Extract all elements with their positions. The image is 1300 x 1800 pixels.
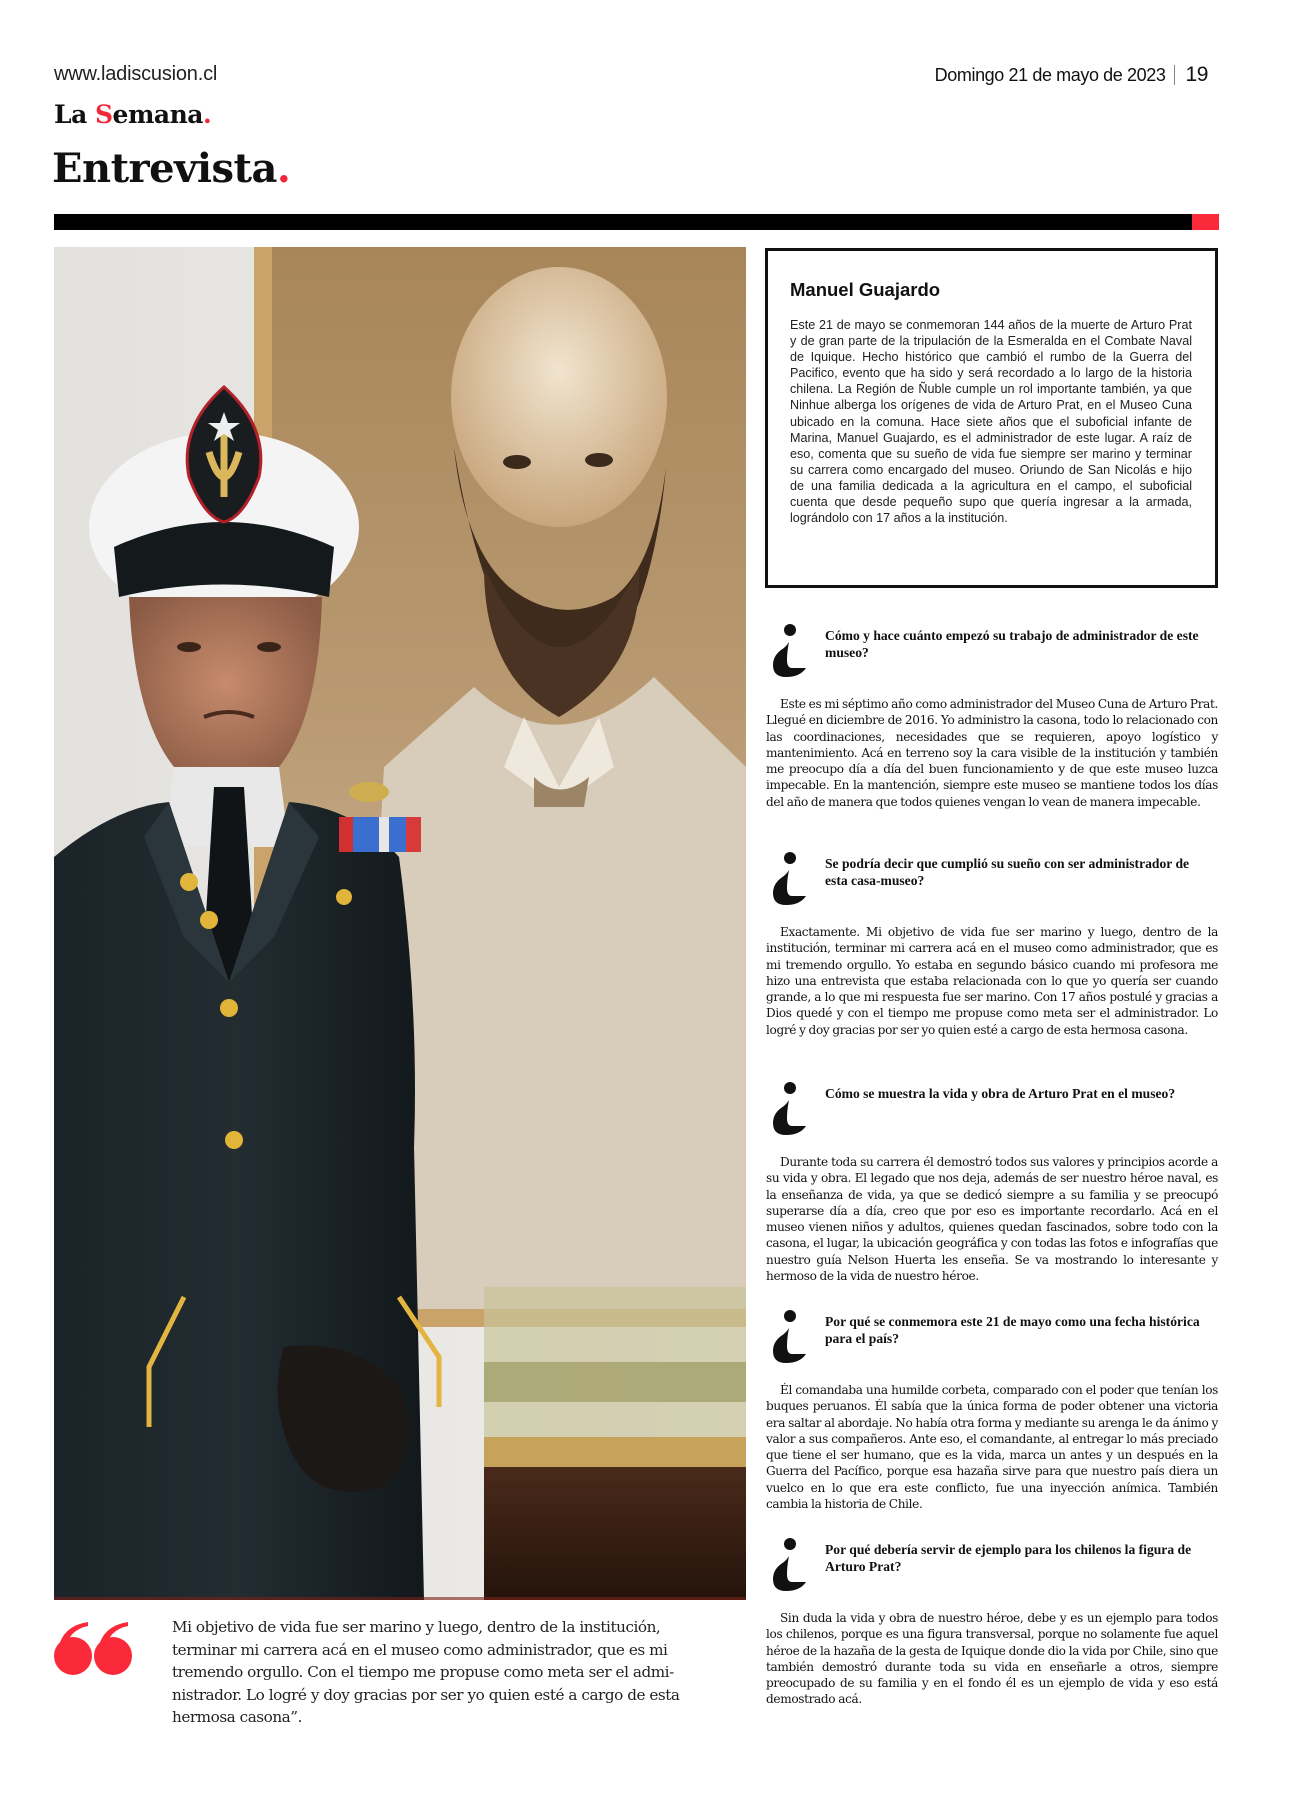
page-title [52,145,290,192]
qa-item [766,850,1218,1038]
qa-item [766,1536,1218,1708]
question-text: Se podría decir que cumplió su sueño con ser administrador de esta casa-museo? [825,856,1190,888]
feature-photo [54,247,746,1600]
answer-text: Durante toda su carrera él demostró todos sus valores y principios acorde a su vida y obra. El legado que nos deja, además de ser nuestro héroe naval, es la enseñanza de vida, ya que se dedicó siempre a su familia y se preocupó superarse día a día, creo que por eso es importante recordarlo. Acá en el museo vienen niños y adultos, quienes quedan fascinados, sobre todo con la casona, el lugar, la ubicación geográfica y con todas las fotos e infografías que nuestro guía Nelson Huerta les enseña. Se va mostrando lo interesante y hermoso de la vida de nuestro héroe. [766,1155,1218,1284]
page-number: 19 [1185,63,1208,86]
header-rule [54,214,1192,230]
photo-illustration [54,247,746,1600]
page-title-dot: . [276,145,291,192]
question-mark-icon [772,1080,808,1136]
bio-box [765,248,1218,588]
question-mark-icon [772,1536,808,1592]
header-rule-accent [1192,214,1219,230]
qa-item [766,622,1218,810]
issue-date: Domingo 21 de mayo de 2023 [934,64,1166,85]
dateline [935,63,1208,87]
dateline-divider [1174,65,1175,85]
answer-text: Sin duda la vida y obra de nuestro héroe, debe y es un ejemplo para todos los chilenos, porque es una figura transversal, porque no solamente fue aquel héroe de la hazaña de la gesta de Iquique donde dio la vida por Chile, sino que también demostró durante toda su vida en enseñarle a otros, siempre preocupado de su familia y en el fondo él es un ejemplo de vida y eso está demostrado acá. [766,1611,1218,1707]
question-mark-icon [772,1308,808,1364]
quote-open-icon [54,1620,132,1676]
question-text: Por qué debería servir de ejemplo para los chilenos la figura de Arturo Prat? [825,1542,1192,1574]
section-dot: . [202,100,212,129]
question-text: Cómo y hace cuánto empezó su trabajo de administrador de este museo? [825,628,1199,660]
answer-text: Exactamente. Mi objetivo de vida fue ser marino y luego, dentro de la institución, terminar mi carrera acá en el museo como administrador, que es mi tremendo orgullo. Yo estaba en segundo básico cuando mi profesora me hizo una entrevista que estaba relacionada con lo que yo quería ser cuando grande, a lo que mi respuesta fue ser marino. Con 17 años postulé y gracias a Dios quedé y con el tiempo me propuse como meta ser el administrador. Lo logré y doy gracias por ser yo quien esté a cargo de esta hermosa casona. [766,925,1218,1037]
section-rest: emana [112,100,203,129]
page-title-text: Entrevista [52,145,277,192]
question-mark-icon [772,622,808,678]
answer-text: Él comandaba una humilde corbeta, comparado con el poder que tenían los buques peruanos. Él sabía que la única forma de poder obtener una victoria era saltar al abordaje. No había otra forma y mediante su arenga le da ánimo y valor a sus compañeros. Ante eso, el comandante, al entregar lo más preciado que tiene el ser humano, que es la vida, marca un antes y un después en la Guerra del Pacífico, porque esa hazaña sirve para que nuestro país diera un vuelco en lo que era este conflicto, fue una inyección anímica. También cambia la historia de Chile. [766,1383,1218,1512]
bio-text: Este 21 de mayo se conmemoran 144 años de la muerte de Arturo Prat y de gran parte de la tripulación de la Esmeralda en el Combate Naval de Iquique. Hecho histórico que cambió el rumbo de la Guerra del Pacifico, evento que ha sido y será recordado a lo largo de la historia chilena. La Región de Ñuble cumple un rol importante también, ya que Ninhue alberga los orígenes de vida de Arturo Prat, en el Museo Cuna ubicado en la comuna. Hace siete años que el suboficial infante de Marina, Manuel Guajardo, es el administrador de este lugar. A raíz de eso, comenta que su sueño de vida fue siempre ser marino y terminar su carrera como encargado del museo. Oriundo de San Nicolás e hijo de una familia dedicada a la agricultura en el campo, el suboficial cuenta que desde pequeño supo que quería ingresar a la armada, lográndolo con 17 años a la institución. [790,318,1192,526]
pull-quote-text: Mi objetivo de vida fue ser marino y luego, dentro de la institución, terminar mi carrera acá en el museo como administrador, que es mi tremendo orgullo. Con el tiempo me propuse como meta ser el administrador. Lo logré y doy gracias por ser yo quien esté a cargo de esta hermosa casona”. [172,1618,680,1727]
question-mark-icon [772,850,808,906]
question-text: Cómo se muestra la vida y obra de Arturo Prat en el museo? [825,1086,1176,1101]
answer-text: Este es mi séptimo año como administrador del Museo Cuna de Arturo Prat. Llegué en diciembre de 2016. Yo administro la casona, todo lo relacionado con las coordinaciones, necesidades que se requieren, apoyo logístico y mantenimiento. Acá en terreno soy la cara visible de la institución y también me preocupo día a día del buen funcionamiento y de que este museo luzca impecable. En la mantención, siempre este museo se mantiene todos los días del año de manera que todos quienes vengan lo vean de manera impecable. [766,697,1218,809]
question-text: Por qué se conmemora este 21 de mayo como una fecha histórica para el país? [825,1314,1200,1346]
section-initial: S [94,100,113,129]
section-name [54,100,211,129]
bio-name: Manuel Guajardo [790,279,941,300]
section-prefix: La [54,100,95,129]
qa-item [766,1308,1218,1512]
qa-item [766,1080,1218,1284]
site-url[interactable]: www.ladiscusion.cl [54,63,218,85]
